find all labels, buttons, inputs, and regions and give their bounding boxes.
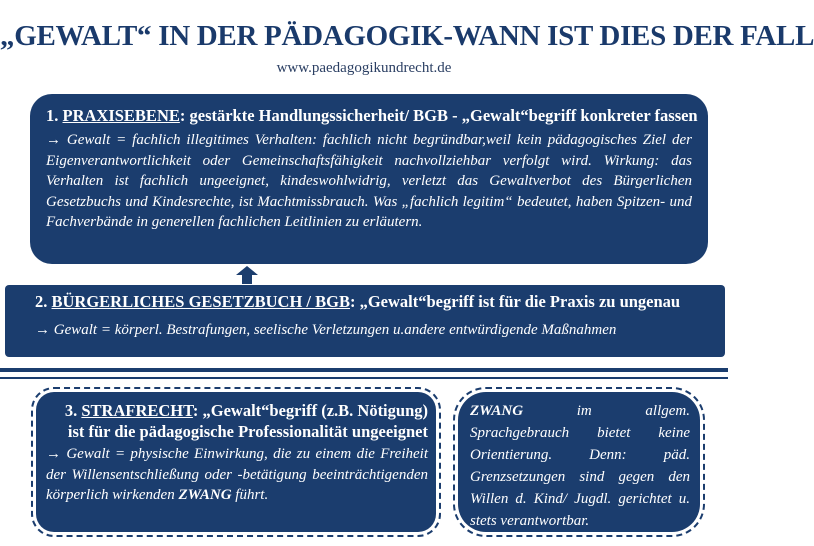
zwang-note-body: im allgem. Sprachgebrauch bietet keine Orientierung. Denn: päd. Grenzsetzungen sind gegen den Willen d. Kind/ Jugdl. gerichtet u. stets verantwortbar. [470, 403, 690, 529]
level3-body [46, 444, 428, 506]
divider-thin [0, 377, 728, 379]
level2-heading-rest: : „Gewalt“begriff ist für die Praxis zu ungenau [349, 292, 681, 311]
zwang-note-box [458, 392, 700, 532]
level1-body: → Gewalt = fachlich illegitimes Verhalten: fachlich nicht begründbar,weil kein pädagogisches Ziel der Eigenverantwortlichkeit oder Gemeinschaftsfähigkeit nachvollziehbar verfolgt wird. Wirkung: das Verhalten ist fachlich ungeeignet, kindeswohlwidrig, verletzt das Gewaltverbot des Bürgerlichen Gesetzbuchs und Kindesrechte, ist Machtmissbrauch. Was „fachlich legitim“ bedeutet, haben Spitzen- und Fachverbände in generellen fachlichen Leitlinien zu erläutern. [46, 132, 692, 230]
zwang-note-text [470, 400, 690, 532]
level3-number: 3. [64, 401, 78, 420]
level1-heading-rest: : gestärkte Handlungssicherheit/ BGB - „Gewalt“begriff konkreter fassen [179, 106, 698, 125]
zwang-note-emphasis: ZWANG [470, 403, 524, 419]
level3-strafrecht-box [36, 392, 436, 532]
page-title: „GEWALT“ IN DER PÄDAGOGIK-WANN IST DIES DER FALL [0, 20, 814, 52]
level3-body-text: → Gewalt = physische Einwirkung, die zu einem die Freiheit der Willensentschließung oder -betätigung beeinträchtigenden körperlich wirkenden [46, 446, 428, 503]
level3-body-emphasis: ZWANG [178, 487, 232, 503]
level1-number: 1. [46, 106, 59, 125]
level1-heading [46, 106, 698, 126]
level3-heading [46, 400, 428, 421]
level3-heading-line2: ist für die pädagogische Professionalität ungeeignet [67, 422, 428, 441]
level3-label: STRAFRECHT [81, 401, 193, 420]
arrow-up-icon [236, 266, 258, 284]
level2-number: 2. [35, 292, 48, 311]
level2-label: BÜRGERLICHES GESETZBUCH / BGB [51, 292, 350, 311]
level2-bgb-box [5, 285, 725, 357]
level2-body: → Gewalt = körperl. Bestrafungen, seelische Verletzungen u.andere entwürdigende Maßnahmen [35, 322, 617, 338]
level1-praxisebene-box [30, 94, 708, 264]
level3-body-end: führt. [231, 487, 269, 503]
level3-heading-rest: : „Gewalt“begriff (z.B. Nötigung) [192, 401, 428, 420]
website-url: www.paedagogikundrecht.de [276, 60, 452, 76]
level1-label: PRAXISEBENE [62, 106, 180, 125]
level2-heading [35, 292, 715, 312]
divider-thick [0, 368, 728, 372]
